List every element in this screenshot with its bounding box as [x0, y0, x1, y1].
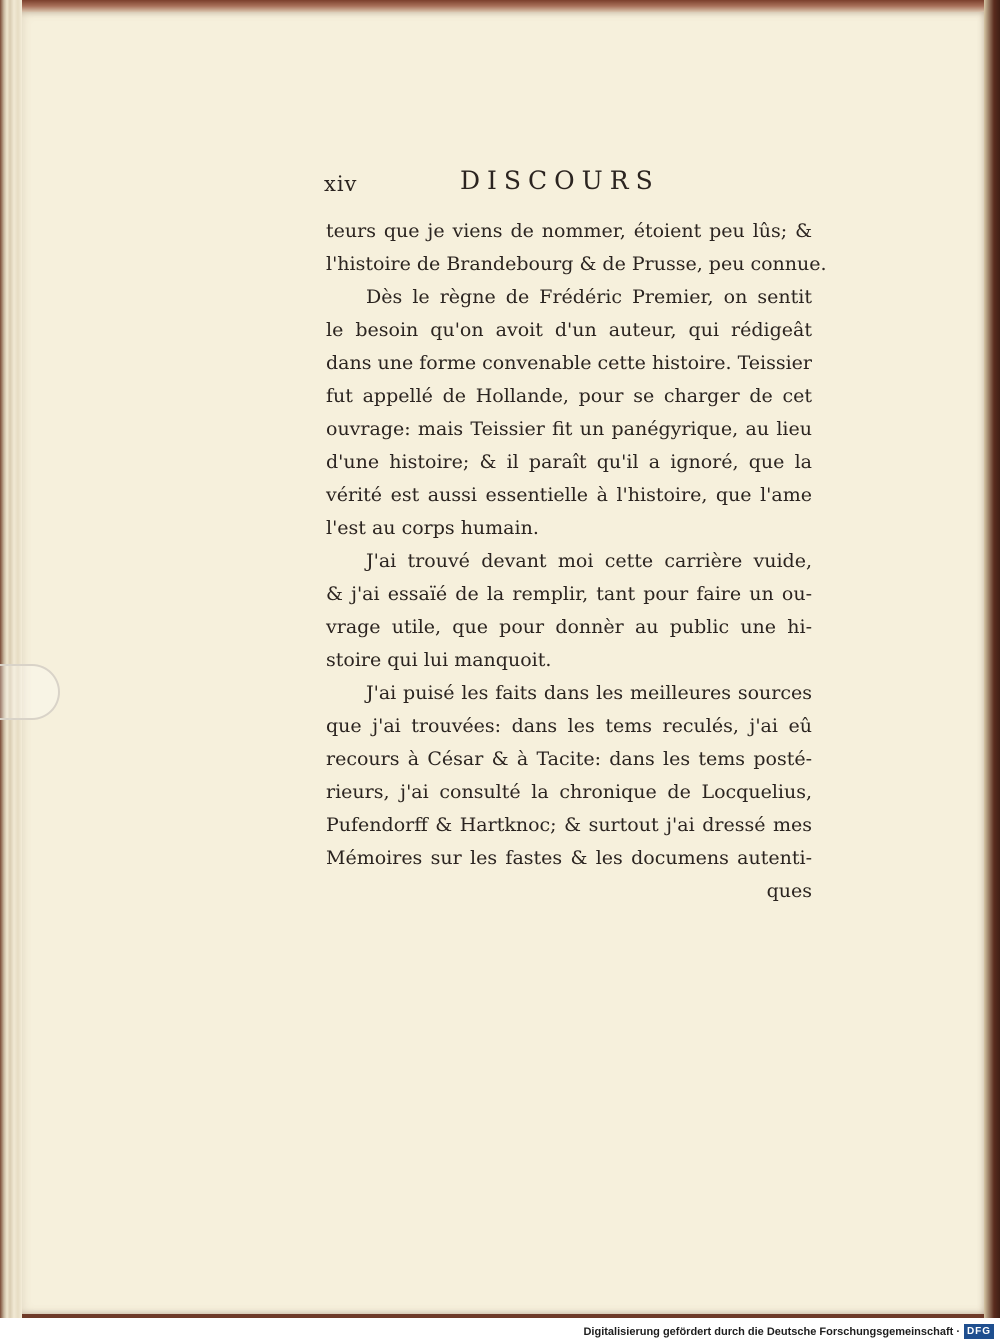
text-line: ouvrage: mais Teissier fit un panégyrique, au lieu — [326, 418, 812, 440]
page-number: xiv — [324, 172, 358, 196]
text-line: stoire qui lui manquoit. — [326, 649, 552, 671]
text-line: vérité est aussi essentielle à l'histoire, que l'ame — [326, 484, 812, 506]
book-edge-left — [0, 0, 22, 1318]
text-line: & j'ai essaïé de la remplir, tant pour faire un ou- — [326, 583, 812, 605]
tab-marker — [0, 664, 60, 720]
text-line: d'une histoire; & il paraît qu'il a ignoré, que la — [326, 451, 812, 473]
text-line: l'est au corps humain. — [326, 517, 539, 539]
page-header — [324, 166, 814, 200]
digitization-credit: Digitalisierung gefördert durch die Deutsche Forschungsgemeinschaft · — [583, 1326, 960, 1338]
text-line: le besoin qu'on avoit d'un auteur, qui rédigeât — [326, 319, 812, 341]
text-line: Pufendorff & Hartknoc; & surtout j'ai dressé mes — [326, 814, 812, 836]
binding-shadow — [984, 0, 1000, 1320]
text-line: recours à César & à Tacite: dans les tems posté- — [326, 748, 812, 770]
dfg-logo: DFG — [964, 1324, 994, 1339]
running-title: DISCOURS — [460, 166, 660, 195]
body-text — [326, 215, 827, 875]
text-line: l'histoire de Brandebourg & de Prusse, peu connue. — [326, 253, 827, 275]
text-line: J'ai trouvé devant moi cette carrière vuide, — [366, 550, 812, 572]
catchword: ques — [766, 880, 812, 902]
text-line: rieurs, j'ai consulté la chronique de Locquelius, — [326, 781, 812, 803]
text-line: Dès le règne de Frédéric Premier, on sentit — [366, 286, 812, 308]
text-line: vrage utile, que pour donnèr au public une hi- — [326, 616, 812, 638]
text-line: teurs que je viens de nommer, étoient peu lûs; & — [326, 220, 812, 242]
text-line: que j'ai trouvées: dans les tems reculés, j'ai eû — [326, 715, 812, 737]
text-line: fut appellé de Hollande, pour se charger de cet — [326, 385, 812, 407]
text-line: Mémoires sur les fastes & les documens autenti- — [326, 847, 812, 869]
text-line: J'ai puisé les faits dans les meilleures sources — [366, 682, 812, 704]
text-line: dans une forme convenable cette histoire. Teissier — [326, 352, 812, 374]
